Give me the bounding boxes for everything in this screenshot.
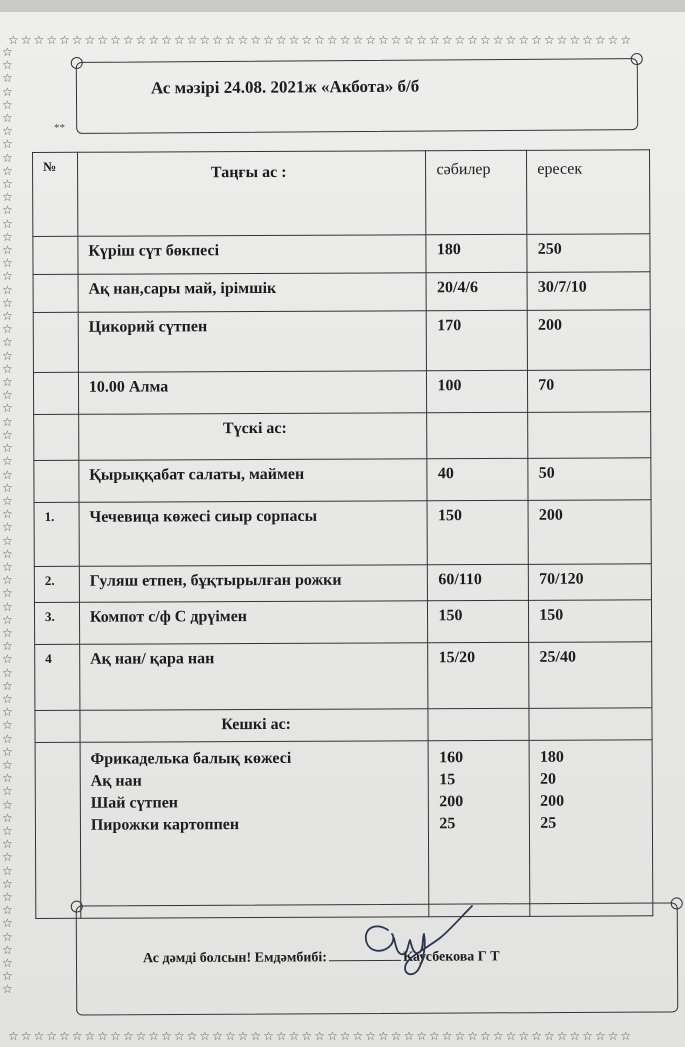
dish-name: Ақ нан,сары май, ірімшік: [88, 279, 277, 298]
adult-portion: 30/7/10: [537, 278, 587, 296]
dinner-section-row: [35, 708, 652, 743]
table-row: [34, 500, 651, 567]
children-portion: 160: [439, 749, 464, 767]
children-portion: 180: [436, 241, 461, 259]
menu-sheet: [0, 12, 685, 1047]
dish-name: Шай сүтпен: [90, 794, 179, 812]
table-row: [33, 370, 650, 415]
adult-portion: 50: [538, 464, 555, 482]
children-portion: 150: [438, 607, 463, 625]
children-portion: 200: [439, 793, 464, 811]
children-portion: 25: [439, 815, 456, 833]
handwritten-signature: [290, 888, 480, 978]
scroll-curl-icon: [71, 57, 83, 69]
scroll-curl-icon: [71, 901, 83, 913]
lunch-section-row: [34, 412, 651, 461]
header-banner: [76, 58, 638, 134]
dinner-title: Кешкі ас:: [221, 715, 292, 734]
adult-portion: 20: [539, 770, 557, 788]
breakfast-title: Таңғы ас :: [210, 163, 287, 182]
number-header: №: [43, 158, 57, 174]
adults-column-header: ересек: [537, 160, 583, 178]
table-row: [34, 564, 651, 603]
dish-name: Ақ нан/ қара нан: [90, 650, 215, 668]
star-border-bottom: ☆☆☆☆☆☆☆☆☆☆☆☆☆☆☆☆☆☆☆☆☆☆☆☆☆☆☆☆☆☆☆☆☆☆☆☆☆☆☆☆☆☆☆☆☆☆☆☆☆: [8, 1030, 634, 1042]
table-row: [33, 310, 650, 373]
lunch-title: Түскі ас:: [222, 419, 287, 438]
adult-portion: 200: [538, 506, 563, 524]
children-portion: 150: [437, 507, 463, 525]
star-border-left: ☆☆☆☆☆☆☆☆☆☆☆☆☆☆☆☆☆☆☆☆☆☆☆☆☆☆☆☆☆☆☆☆☆☆☆☆☆☆☆☆☆☆☆☆☆☆☆☆☆☆☆☆☆☆☆☆☆☆☆☆☆☆☆☆☆☆☆☆☆☆☆☆: [2, 45, 13, 997]
children-portion: 15: [439, 771, 456, 789]
adult-portion: 180: [539, 748, 564, 766]
row-number: 3.: [44, 608, 55, 624]
adult-portion: 25/40: [539, 648, 576, 666]
adult-portion: 250: [537, 240, 562, 258]
row-number: 1.: [44, 508, 55, 524]
dinner-children-portions: [429, 741, 529, 835]
table-row: [34, 458, 651, 503]
dish-name: Қырыққабат салаты, маймен: [89, 465, 305, 484]
table-header-row: [33, 150, 650, 237]
row-number: 2.: [44, 572, 55, 588]
star-border-top: ☆☆☆☆☆☆☆☆☆☆☆☆☆☆☆☆☆☆☆☆☆☆☆☆☆☆☆☆☆☆☆☆☆☆☆☆☆☆☆☆☆☆☆☆☆☆☆☆☆: [8, 34, 634, 46]
table-row: [33, 234, 650, 275]
children-portion: 60/110: [438, 571, 482, 589]
table-row: [34, 600, 651, 645]
children-column-header: сәбилер: [436, 160, 491, 179]
dish-name: 10.00 Алма: [88, 378, 169, 396]
dish-name: Фрикаделька балық көжесі: [90, 749, 292, 768]
children-portion: 40: [437, 465, 454, 483]
dinner-adult-portions: [530, 740, 652, 835]
table-row: [35, 642, 652, 711]
adult-portion: 70/120: [539, 570, 584, 588]
adult-portion: 25: [540, 814, 557, 832]
dish-name: Цикорий сүтпен: [88, 318, 208, 336]
scroll-curl-icon: [631, 53, 643, 65]
menu-table: [32, 149, 653, 919]
dietitian-name: Каусбекова Г Т: [402, 949, 500, 965]
dish-name: Компот с/ф С дрүімен: [89, 608, 248, 626]
dinner-dishes: [80, 741, 428, 837]
adult-portion: 70: [538, 376, 555, 394]
bon-appetit-text: Ас дәмді болсын! Емдәмбибі:: [142, 950, 328, 967]
menu-title: Ас мәзірі 24.08. 2021ж «Акбота» б/б: [150, 76, 420, 98]
table-row: [33, 272, 650, 313]
adult-portion: 200: [537, 316, 563, 334]
adult-portion: 200: [540, 792, 565, 810]
dish-name: Гуляш етпен, бұқтырылған рожки: [89, 571, 342, 590]
adult-portion: 150: [539, 606, 564, 624]
dish-name: Пирожки картоппен: [90, 816, 240, 834]
scroll-curl-icon: [671, 897, 683, 909]
children-portion: 170: [437, 317, 462, 335]
children-portion: 15/20: [438, 649, 476, 667]
dish-name: Күріш сүт бөкпесі: [88, 242, 220, 260]
dish-name: Ақ нан: [90, 772, 142, 790]
dish-name: Чечевица көжесі сиыр сорпасы: [89, 507, 318, 526]
corner-mark: **: [54, 122, 65, 134]
children-portion: 100: [437, 377, 462, 395]
children-portion: 20/4/6: [436, 279, 478, 297]
row-number: 4: [45, 650, 52, 666]
